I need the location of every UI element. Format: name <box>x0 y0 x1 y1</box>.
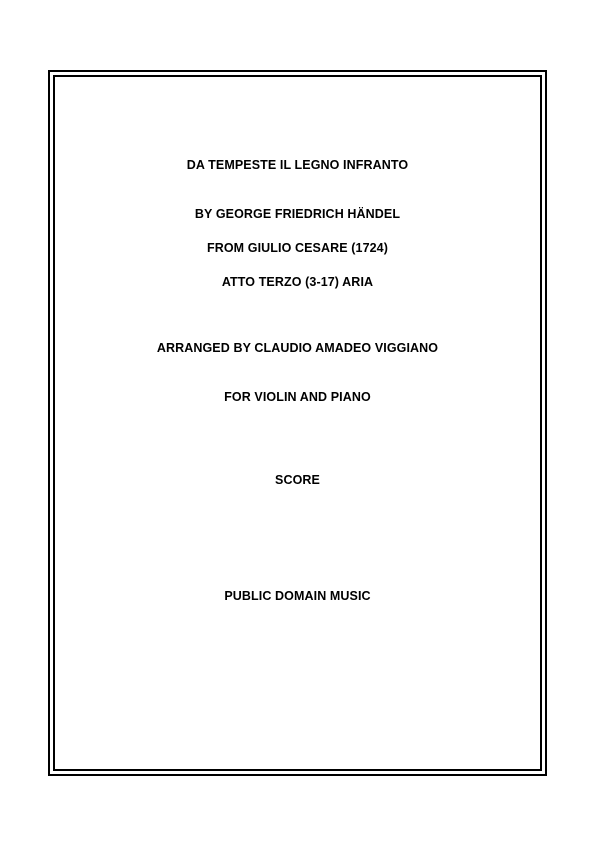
page-border-inner <box>53 75 542 771</box>
act-aria-line: ATTO TERZO (3-17) ARIA <box>221 275 374 289</box>
arranger-line: ARRANGED BY CLAUDIO AMADEO VIGGIANO <box>156 341 439 355</box>
composer-line: BY GEORGE FRIEDRICH HÄNDEL <box>194 207 401 221</box>
license-label: PUBLIC DOMAIN MUSIC <box>224 589 371 603</box>
page-border-outer <box>48 70 547 776</box>
instrumentation-line: FOR VIOLIN AND PIANO <box>224 390 371 404</box>
title: DA TEMPESTE IL LEGNO INFRANTO <box>186 158 409 172</box>
source-opera-line: FROM GIULIO CESARE (1724) <box>207 241 388 255</box>
edition-label: SCORE <box>275 473 320 487</box>
